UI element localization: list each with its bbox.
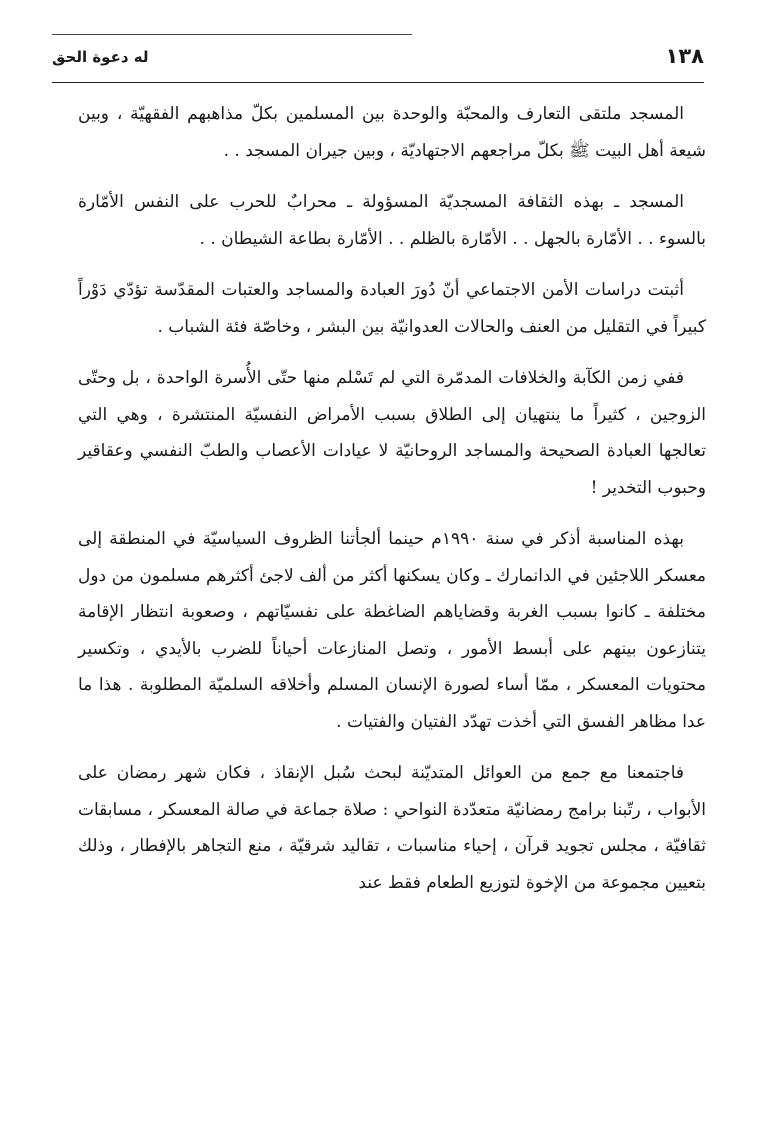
paragraph: فاجتمعنا مع جمع من العوائل المتديّنة لبحث سُبل الإنقاذ ، فكان شهر رمضان على الأبواب ، رتّبنا برامج رمضانيّة متعدّدة النواحي : صلاة جماعة في صالة المعسكر ، مسابقات ثقافيّة ، مجلس تجويد قرآن ، إحياء مناسبات ، تقاليد شرقيّة ، منع التجاهر بالإفطار ، وذلك بتعيين مجموعة من الإخوة لتوزيع الطعام فقط عند (78, 763, 706, 893)
paragraph: المسجد ملتقى التعارف والمحبّة والوحدة بين المسلمين بكلّ مذاهبهم الفقهيّة ، وبين شيعة أهل البيت ﷺ بكلّ مراجعهم الاجتهاديّة ، وبين جيران المسجد . . (78, 104, 706, 161)
top-rule (52, 34, 412, 35)
paragraph: المسجد ـ بهذه الثقافة المسجديّة المسؤولة ـ محرابٌ للحرب على النفس الأمّارة بالسوء . . الأمّارة بالجهل . . الأمّارة بالظلم . . الأمّارة بطاعة الشيطان . . (78, 192, 706, 249)
page-number: ١٣٨ (665, 44, 704, 68)
paragraph: أثبتت دراسات الأمن الاجتماعي أنّ دُورَ العبادة والمساجد والعتبات المقدّسة تؤدّي دَوْراً كبيراً في التقليل من العنف والحالات العدوانيّة بين البشر ، وخاصّة فئة الشباب . (78, 280, 706, 337)
body-text (78, 96, 706, 916)
paragraph: بهذه المناسبة أذكر في سنة ١٩٩٠م حينما ألجأتنا الظروف السياسيّة في المنطقة إلى معسكر اللاجئين في الدانمارك ـ وكان يسكنها أكثر من ألف لاجئ أكثرهم مسلمون من دول مختلفة ـ كانوا بسبب الغربة وقضاياهم الضاغطة على نفسيّاتهم ، وصعوبة انتظار الإقامة يتنازعون بينهم على أبسط الأمور ، وتصل المنازعات أحياناً للضرب بالأيدي ، وتكسير محتويات المعسكر ، ممّا أساء لصورة الإنسان المسلم وأخلاقه السلميّة المطلوبة . هذا ما عدا مظاهر الفسق التي أخذت تهدّد الفتيان والفتيات . (78, 529, 706, 732)
running-head (52, 42, 704, 83)
paragraph: ففي زمن الكآبة والخلافات المدمّرة التي لم تَسْلم منها حتّى الأُسرة الواحدة ، بل وحتّى الزوجين ، كثيراً ما ينتهيان إلى الطلاق بسبب الأمراض النفسيّة المنتشرة ، وهي التي تعالجها العبادة الصحيحة والمساجد الروحانيّة لا عيادات الأعصاب والطبّ النفسي وعقاقير وحبوب التخدير ! (78, 368, 706, 498)
header-title: له دعوة الحق (52, 48, 149, 66)
